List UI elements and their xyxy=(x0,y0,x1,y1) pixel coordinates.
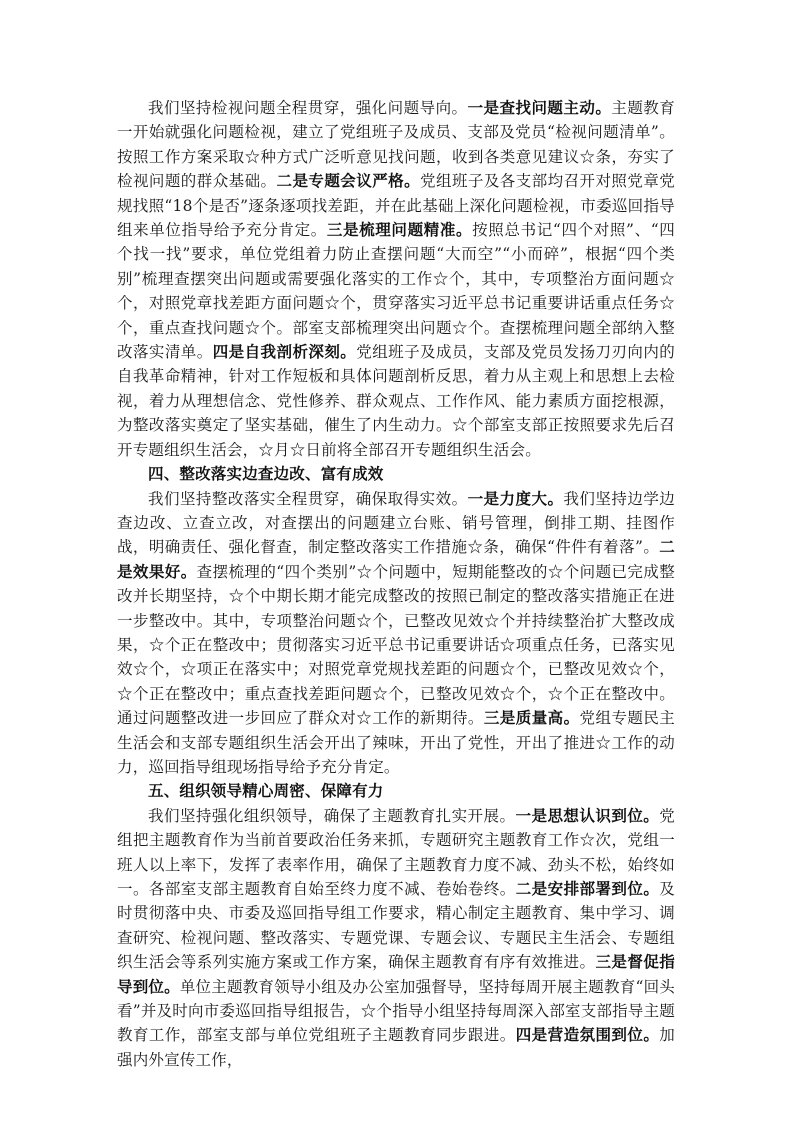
paragraph-text: 加强内外宣传工作， xyxy=(117,1026,675,1069)
document-body xyxy=(117,96,675,1072)
emphasis-text: 二是安排部署到位。 xyxy=(515,880,660,898)
emphasis-text: 二是效果好。 xyxy=(117,538,675,581)
emphasis-text: 三是梳理问题精准。 xyxy=(326,221,473,240)
paragraph-text: 及时贯彻落中央、市委及巡回指导组工作要求，精心制定主题教育、集中学习、调查研究、检视问题、整改落实、专题党课、专题会议、专题民主生活会、专题组织生活会等系列实施方案或工作方案，确保主题教育有序有效推进。 xyxy=(117,880,675,972)
paragraph-text: 按照总书记“四个对照”、“四个找一找”要求，单位党组着力防止查摆问题“大而空”“小而碎”，根据“四个类别”梳理查摆突出问题或需要强化落实的工作☆个，其中，专项整治方面问题☆个，对照党章找差距方面问题☆个，贯穿落实习近平总书记重要讲话重点任务☆个，重点查找问题☆个。部室支部梳理突出问题☆个。查摆梳理问题全部纳入整改落实清单。 xyxy=(117,221,675,362)
paragraph-text: 党组把主题教育作为当前首要政治任务来抓，专题研究主题教育工作☆次，党组一班人以上率下，发挥了表率作用，确保了主题教育力度不减、劲头不松，始终如一。各部室支部主题教育自始至终力度不减、卷始卷终。 xyxy=(117,806,675,898)
section-heading-5: 五、组织领导精心周密、保障有力 xyxy=(148,782,384,801)
emphasis-text: 三是督促指导到位。 xyxy=(117,953,675,996)
emphasis-text: 一是查找问题主动。 xyxy=(467,99,612,117)
paragraph-text: 党组专题民主生活会和支部专题组织生活会开出了辣味，开出了党性，开出了推进☆工作的动力，巡回指导组现场指导给予充分肯定。 xyxy=(117,709,675,776)
emphasis-text: 三是质量高。 xyxy=(483,709,580,728)
paragraph-text: 我们坚持强化组织领导，确保了主题教育扎实开展。 xyxy=(148,806,516,825)
emphasis-text: 一是思想认识到位。 xyxy=(515,806,660,825)
emphasis-text: 四是营造氛围到位。 xyxy=(515,1026,660,1045)
paragraph-text: 查摆梳理的“四个类别”☆个问题中，短期能整改的☆个问题已完成整改并长期坚持，☆个中期长期才能完成整改的按照已制定的整改落实措施正在进一步整改中。其中，专项整治问题☆个，已整改见效☆个并持续整治扩大整改成果，☆个正在整改中；贯彻落实习近平总书记重要讲话☆项重点任务，已落实见效☆个，☆项正在落实中；对照党章党规找差距的问题☆个，已整改见效☆个，☆个正在整改中；重点查找差距问题☆个，已整改见效☆个，☆个正在整改中。通过问题整改进一步回应了群众对☆工作的新期待。 xyxy=(117,562,675,728)
emphasis-text: 二是专题会议严格。 xyxy=(276,172,421,191)
section-heading-4: 四、整改落实边查边改、富有成效 xyxy=(148,465,384,484)
paragraph-text: 我们坚持检视问题全程贯穿，强化问题导向。 xyxy=(148,99,468,117)
emphasis-text: 四是自我剖析深刻。 xyxy=(212,343,357,362)
paragraph-rectification xyxy=(117,487,675,780)
emphasis-text: 一是力度大。 xyxy=(467,489,564,508)
paragraph-text: 我们坚持边学边查边改、立查立改，对查摆出的问题建立台账、销号管理，倒排工期、挂图作战，明确责任、强化督查，制定整改落实工作措施☆条，确保“件件有着落”。 xyxy=(117,489,676,557)
paragraph-organization xyxy=(117,804,675,1072)
paragraph-text: 主题教育一开始就强化问题检视，建立了党组班子及成员、支部及党员“检视问题清单”。按照工作方案采取☆种方式广泛听意见找问题，收到各类意见建议☆条，夯实了检视问题的群众基础。 xyxy=(117,99,675,191)
paragraph-text: 党组班子及成员，支部及党员发扬刀刃向内的自我革命精神，针对工作短板和具体问题剖析反思，着力从主观上和思想上去检视，着力从理想信念、党性修养、群众观点、工作作风、能力素质方面挖根源，为整改落实奠定了坚实基础，催生了内生动力。☆个部室支部正按照要求先后召开专题组织生活会，☆月☆日前将全部召开专题组织生活会。 xyxy=(117,343,675,459)
paragraph-text: 党组班子及各支部均召开对照党章党规找照“18个是否”逐条逐项找差距，并在此基础上深化问题检视，市委巡回指导组来单位指导给予充分肯定。 xyxy=(117,172,675,240)
paragraph-text: 我们坚持整改落实全程贯穿，确保取得实效。 xyxy=(148,489,468,508)
paragraph-text: 单位主题教育领导小组及办公室加强督导，坚持每周开展主题教育“回头看”并及时向市委巡回指导组报告，☆个指导小组坚持每周深入部室支部指导主题教育工作，部室支部与单位党组班子主题教育同步跟进。 xyxy=(117,977,675,1045)
paragraph-problem-inspection xyxy=(117,96,675,462)
